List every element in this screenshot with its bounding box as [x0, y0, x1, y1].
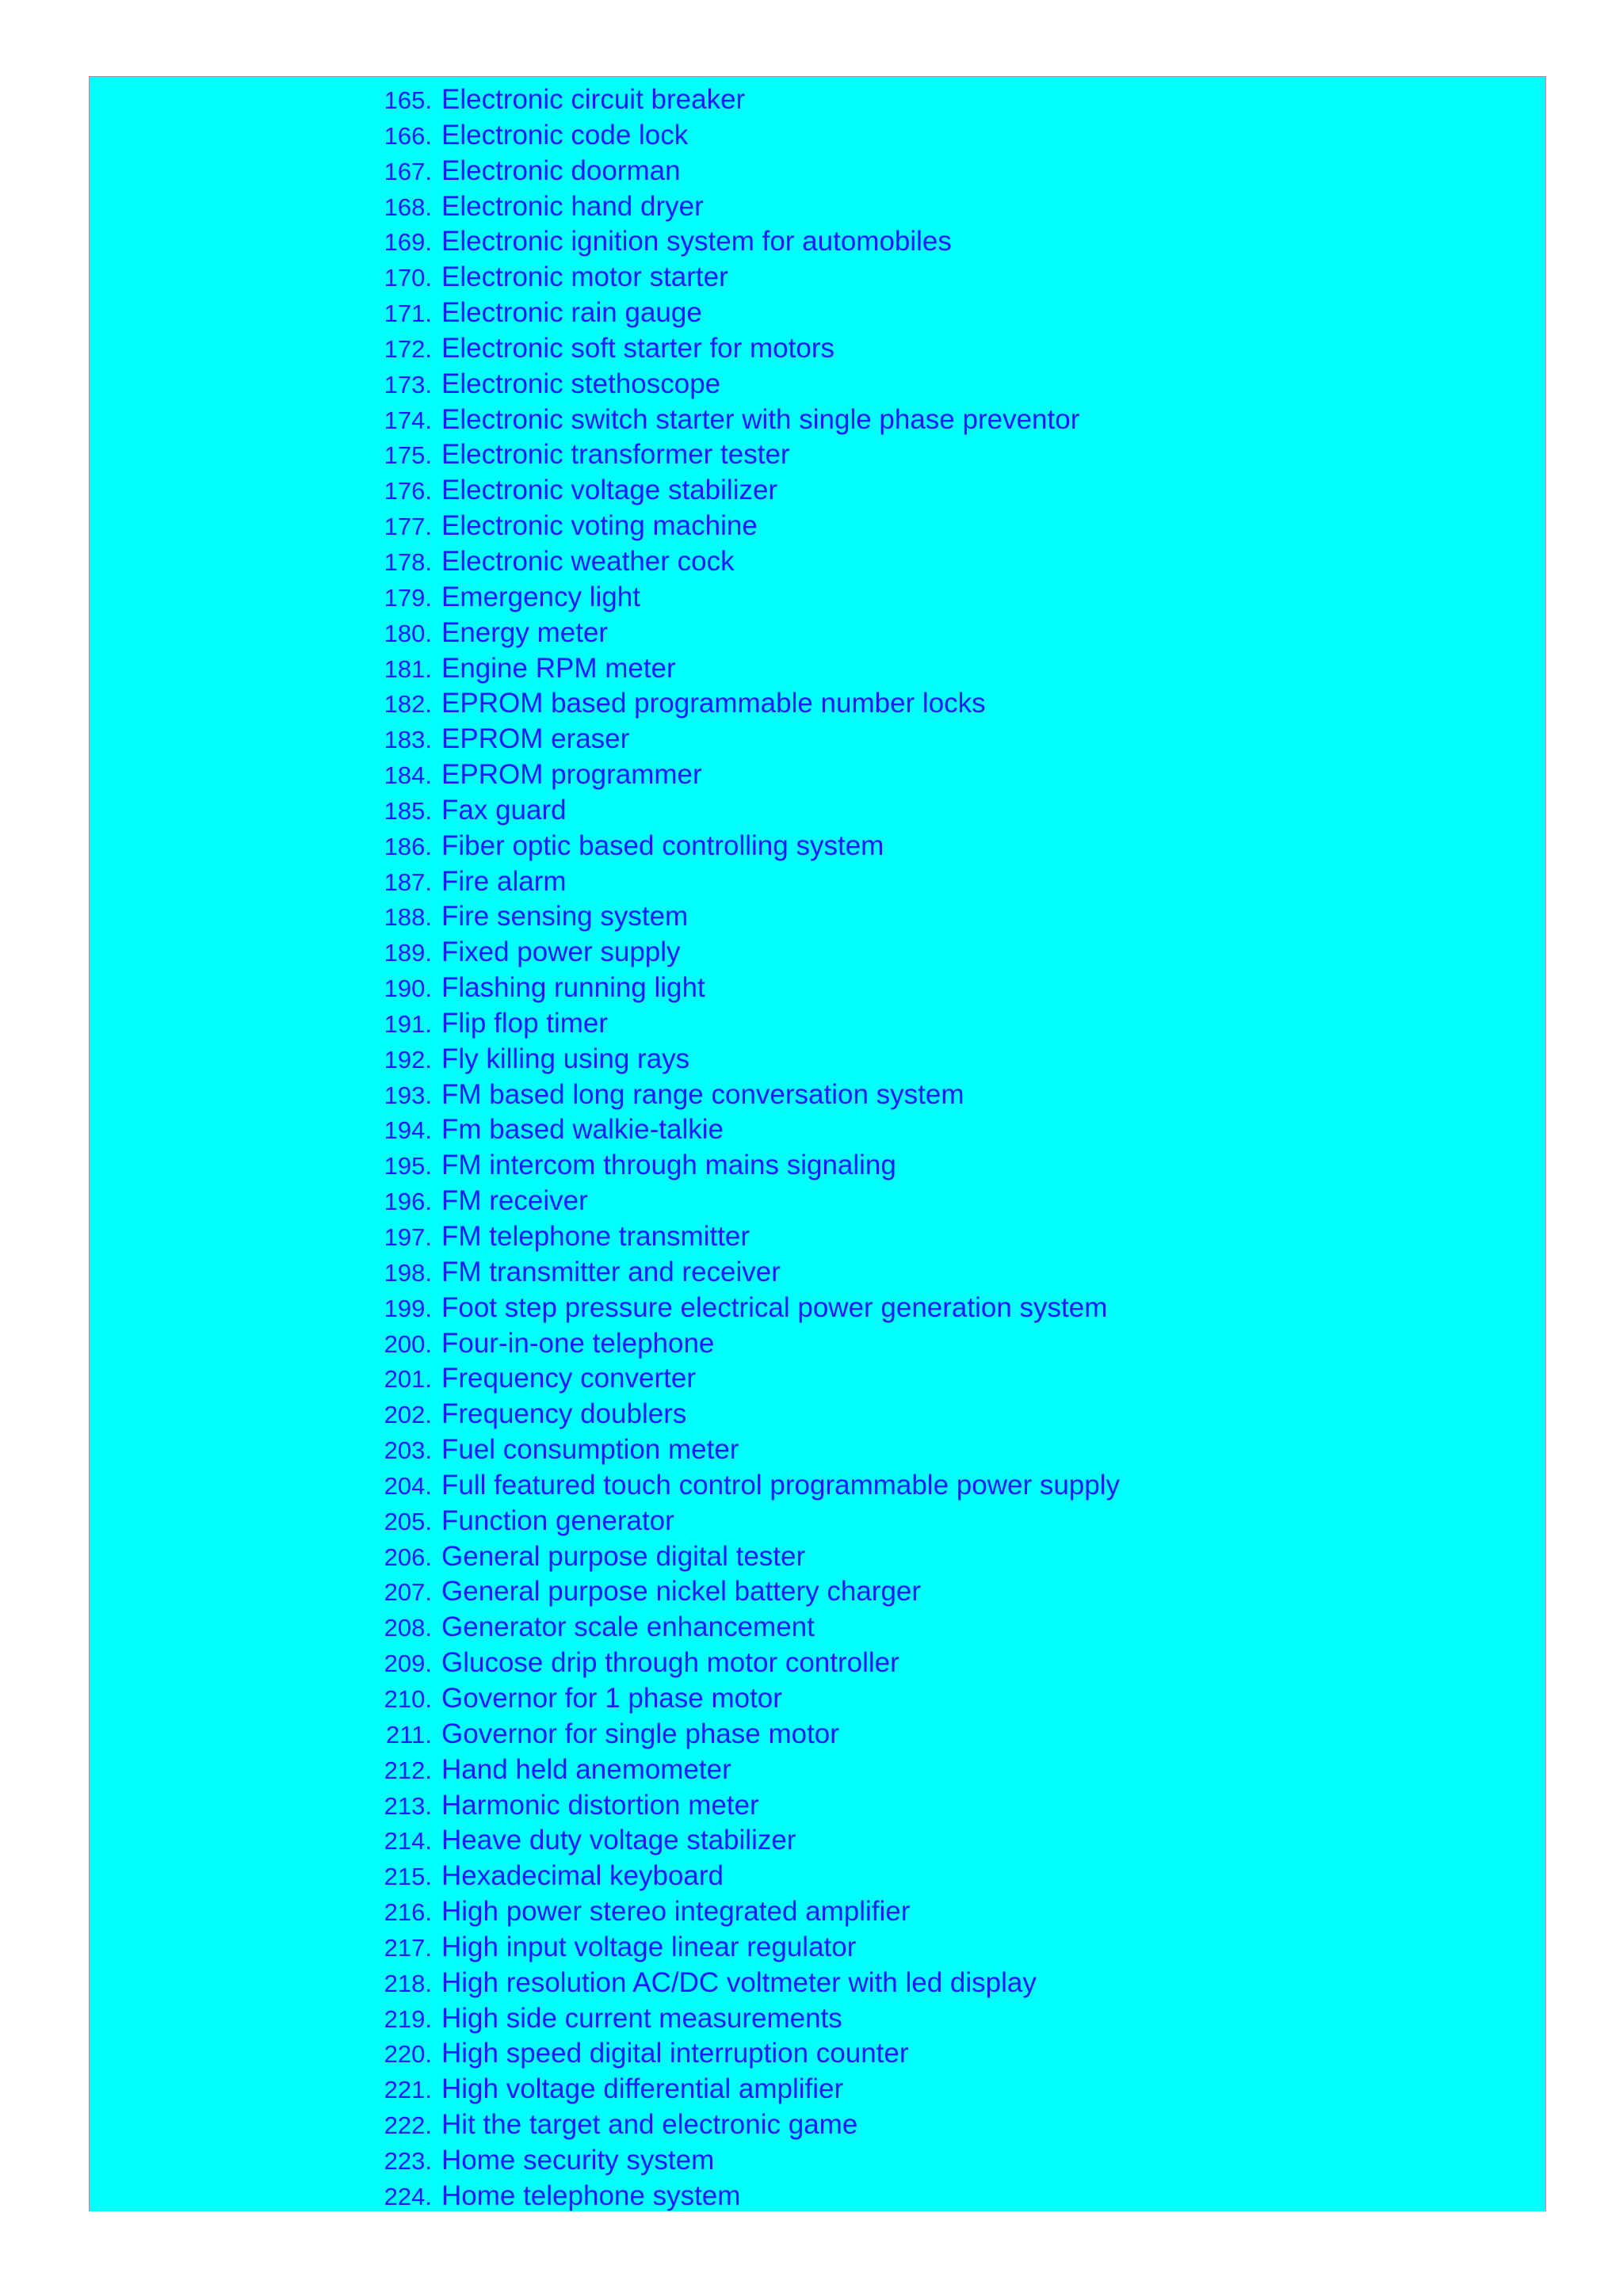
- list-item: [376, 1610, 1120, 1646]
- list-item-number: 206.: [384, 1543, 432, 1571]
- list-item-text: Frequency doublers: [441, 1398, 687, 1430]
- list-item-text: FM receiver: [441, 1185, 588, 1217]
- list-item-number: 203.: [384, 1436, 432, 1465]
- list-item-text: Electronic soft starter for motors: [441, 332, 834, 364]
- list-panel: [89, 76, 1546, 2211]
- list-item: [376, 367, 1120, 402]
- list-item-number: 204.: [384, 1471, 432, 1500]
- list-item-text: Electronic voting machine: [441, 510, 758, 542]
- list-item: [376, 1539, 1120, 1575]
- list-item-text: Electronic code lock: [441, 119, 689, 151]
- list-item: [376, 1077, 1120, 1113]
- list-item: [376, 580, 1120, 616]
- list-item-number: 168.: [384, 193, 432, 221]
- list-item: [376, 1788, 1120, 1824]
- list-item-text: Electronic doorman: [441, 154, 681, 186]
- project-list: [376, 82, 1120, 2214]
- list-item: [376, 189, 1120, 225]
- list-item-text: Fiber optic based controlling system: [441, 830, 884, 861]
- list-item-number: 169.: [384, 228, 432, 257]
- list-item-text: Emergency light: [441, 581, 640, 612]
- list-item: [376, 1468, 1120, 1504]
- list-item: [376, 1753, 1120, 1788]
- list-item-number: 192.: [384, 1045, 432, 1074]
- list-item-text: Electronic ignition system for automobiles: [441, 226, 952, 257]
- list-item-text: General purpose digital tester: [441, 1540, 806, 1572]
- list-item-text: Home security system: [441, 2144, 715, 2176]
- list-item-text: Governor for single phase motor: [441, 1718, 839, 1749]
- list-item: [376, 1717, 1120, 1753]
- list-item: [376, 118, 1120, 154]
- list-item-number: 178.: [384, 547, 432, 576]
- list-item: [376, 864, 1120, 900]
- list-item-text: Electronic circuit breaker: [441, 84, 746, 115]
- list-item: [376, 1184, 1120, 1219]
- list-item-text: Electronic rain gauge: [441, 297, 702, 329]
- list-item-number: 177.: [384, 513, 432, 541]
- list-item: [376, 1255, 1120, 1291]
- list-item-text: Electronic voltage stabilizer: [441, 475, 778, 506]
- list-item: [376, 2179, 1120, 2214]
- list-item-text: Harmonic distortion meter: [441, 1789, 759, 1821]
- list-item-number: 195.: [384, 1152, 432, 1180]
- list-item-text: Fire alarm: [441, 865, 567, 897]
- list-item-text: EPROM based programmable number locks: [441, 688, 986, 719]
- list-item: [376, 1361, 1120, 1397]
- list-item-text: Electronic stethoscope: [441, 368, 721, 399]
- list-item: [376, 1112, 1120, 1148]
- list-item: [376, 2072, 1120, 2107]
- list-item-number: 219.: [384, 2004, 432, 2033]
- list-item: [376, 1681, 1120, 1717]
- list-item: [376, 473, 1120, 509]
- list-item-number: 214.: [384, 1827, 432, 1855]
- list-item-number: 176.: [384, 477, 432, 505]
- list-item-number: 191.: [384, 1009, 432, 1038]
- list-item-number: 196.: [384, 1188, 432, 1216]
- list-item-text: Electronic motor starter: [441, 261, 728, 293]
- list-item-text: FM based long range conversation system: [441, 1078, 964, 1110]
- list-item: [376, 2001, 1120, 2037]
- list-item-text: Fire sensing system: [441, 901, 689, 933]
- list-item-number: 216.: [384, 1898, 432, 1927]
- list-item-text: Hit the target and electronic game: [441, 2109, 858, 2141]
- list-item-text: Electronic switch starter with single phase preventor: [441, 403, 1080, 435]
- list-item-number: 209.: [384, 1650, 432, 1678]
- list-item: [376, 1894, 1120, 1930]
- list-item: [376, 1219, 1120, 1255]
- list-item-number: 193.: [384, 1081, 432, 1109]
- list-item-text: Fax guard: [441, 794, 567, 826]
- list-item-number: 221.: [384, 2076, 432, 2104]
- list-item-number: 210.: [384, 1684, 432, 1713]
- list-item-text: Engine RPM meter: [441, 652, 676, 684]
- list-item-text: Heave duty voltage stabilizer: [441, 1825, 796, 1856]
- list-item-number: 175.: [384, 441, 432, 470]
- list-item: [376, 82, 1120, 118]
- list-item-text: Glucose drip through motor controller: [441, 1647, 899, 1679]
- list-item: [376, 1504, 1120, 1539]
- list-item: [376, 793, 1120, 829]
- list-item-number: 200.: [384, 1329, 432, 1358]
- list-item-number: 211.: [385, 1720, 432, 1749]
- list-item-text: Home telephone system: [441, 2180, 741, 2211]
- list-item-text: General purpose nickel battery charger: [441, 1576, 922, 1608]
- list-item-number: 217.: [384, 1933, 432, 1962]
- list-item-number: 198.: [384, 1258, 432, 1287]
- list-item-text: High resolution AC/DC voltmeter with led display: [441, 1966, 1037, 1998]
- list-item: [376, 544, 1120, 580]
- list-item: [376, 1397, 1120, 1432]
- list-item: [376, 1291, 1120, 1326]
- list-item-text: Flashing running light: [441, 972, 705, 1004]
- list-item: [376, 1042, 1120, 1077]
- list-item-text: Hand held anemometer: [441, 1753, 731, 1785]
- list-item-text: EPROM eraser: [441, 723, 630, 755]
- list-item: [376, 1326, 1120, 1362]
- list-item-number: 199.: [384, 1294, 432, 1322]
- list-item: [376, 1859, 1120, 1894]
- list-item-text: Four-in-one telephone: [441, 1327, 715, 1359]
- list-item-text: High input voltage linear regulator: [441, 1931, 857, 1962]
- list-item: [376, 722, 1120, 757]
- list-item-number: 171.: [384, 299, 432, 328]
- list-item-number: 179.: [384, 583, 432, 612]
- list-item: [376, 260, 1120, 296]
- list-item-number: 167.: [384, 157, 432, 185]
- list-item-number: 188.: [384, 903, 432, 932]
- list-item: [376, 154, 1120, 189]
- list-item: [376, 402, 1120, 438]
- list-item: [376, 935, 1120, 971]
- list-item: [376, 1966, 1120, 2001]
- list-item: [376, 899, 1120, 935]
- list-item-text: Electronic weather cock: [441, 545, 735, 577]
- list-item-number: 220.: [384, 2040, 432, 2069]
- list-item-number: 205.: [384, 1507, 432, 1535]
- list-item-number: 187.: [384, 868, 432, 896]
- list-item: [376, 2036, 1120, 2072]
- list-item-text: FM intercom through mains signaling: [441, 1150, 896, 1181]
- list-item-number: 208.: [384, 1614, 432, 1642]
- list-item-text: High side current measurements: [441, 2002, 842, 2034]
- list-item-text: Electronic transformer tester: [441, 439, 790, 471]
- list-item: [376, 829, 1120, 864]
- list-item-text: Foot step pressure electrical power generation system: [441, 1291, 1108, 1323]
- list-item-number: 185.: [384, 796, 432, 825]
- list-item-number: 180.: [384, 619, 432, 647]
- list-item: [376, 1930, 1120, 1966]
- list-item-number: 190.: [384, 974, 432, 1003]
- list-item: [376, 509, 1120, 544]
- list-item-text: Electronic hand dryer: [441, 190, 704, 222]
- list-item-number: 213.: [384, 1791, 432, 1820]
- list-item: [376, 1432, 1120, 1468]
- list-item: [376, 1646, 1120, 1681]
- list-item-number: 181.: [384, 654, 432, 683]
- list-item-number: 186.: [384, 832, 432, 860]
- list-item-text: Fly killing using rays: [441, 1043, 690, 1074]
- list-item-number: 183.: [384, 726, 432, 754]
- list-item-number: 170.: [384, 264, 432, 292]
- list-item: [376, 616, 1120, 651]
- list-item: [376, 2107, 1120, 2143]
- list-item: [376, 296, 1120, 331]
- list-item: [376, 757, 1120, 793]
- list-item-number: 222.: [384, 2111, 432, 2140]
- list-item-text: Fixed power supply: [441, 936, 681, 968]
- list-item-number: 212.: [384, 1756, 432, 1784]
- list-item-number: 189.: [384, 939, 432, 967]
- list-item: [376, 2143, 1120, 2179]
- list-item: [376, 331, 1120, 367]
- list-item-text: High speed digital interruption counter: [441, 2038, 909, 2069]
- list-item: [376, 651, 1120, 687]
- list-item-number: 174.: [384, 406, 432, 434]
- list-item: [376, 1823, 1120, 1859]
- list-item-number: 201.: [384, 1365, 432, 1394]
- list-item: [376, 686, 1120, 722]
- list-item-number: 172.: [384, 334, 432, 363]
- list-item-number: 165.: [384, 86, 432, 114]
- list-item-number: 218.: [384, 1969, 432, 1997]
- list-item-text: Energy meter: [441, 616, 609, 648]
- list-item: [376, 971, 1120, 1006]
- list-item-number: 224.: [384, 2182, 432, 2210]
- list-item-text: FM telephone transmitter: [441, 1221, 750, 1252]
- list-item: [376, 437, 1120, 473]
- list-item-text: Hexadecimal keyboard: [441, 1860, 724, 1892]
- list-item: [376, 1006, 1120, 1042]
- list-item-text: High power stereo integrated amplifier: [441, 1896, 911, 1928]
- list-item-text: FM transmitter and receiver: [441, 1256, 781, 1287]
- list-item-text: Frequency converter: [441, 1363, 696, 1394]
- list-item-text: Function generator: [441, 1505, 674, 1536]
- list-item: [376, 1574, 1120, 1610]
- list-item-number: 197.: [384, 1223, 432, 1251]
- list-item-number: 194.: [384, 1116, 432, 1145]
- list-item-text: EPROM programmer: [441, 759, 702, 791]
- list-item: [376, 1148, 1120, 1184]
- list-item-text: Fm based walkie-talkie: [441, 1114, 724, 1146]
- list-item-text: Governor for 1 phase motor: [441, 1682, 782, 1714]
- list-item-text: Generator scale enhancement: [441, 1611, 815, 1643]
- list-item-number: 202.: [384, 1401, 432, 1429]
- list-item-text: Flip flop timer: [441, 1007, 609, 1039]
- list-item: [376, 224, 1120, 260]
- list-item-number: 184.: [384, 761, 432, 790]
- list-item-number: 182.: [384, 690, 432, 719]
- list-item-text: Full featured touch control programmable power supply: [441, 1469, 1120, 1501]
- list-item-number: 223.: [384, 2146, 432, 2175]
- list-item-text: Fuel consumption meter: [441, 1434, 739, 1466]
- list-item-number: 215.: [384, 1863, 432, 1891]
- list-item-number: 207.: [384, 1578, 432, 1607]
- list-item-number: 173.: [384, 370, 432, 399]
- list-item-number: 166.: [384, 121, 432, 150]
- list-item-text: High voltage differential amplifier: [441, 2073, 844, 2105]
